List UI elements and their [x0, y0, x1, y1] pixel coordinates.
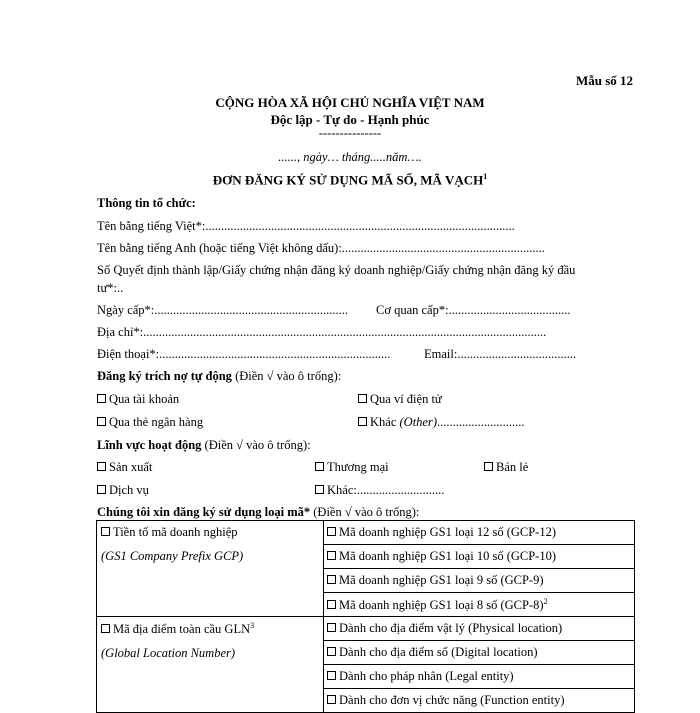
- name-en-field: Tên bằng tiếng Anh (hoặc tiếng Việt không dấu):.................................................................: [97, 241, 545, 255]
- gln-option[interactable]: Mã địa điểm toàn cầu GLN$^3$: [101, 621, 319, 637]
- code-type-table: [96, 520, 635, 713]
- form-number: Mẫu số 12: [576, 73, 634, 88]
- gcp-option-10[interactable]: Mã doanh nghiệp GS1 loại 10 số (GCP-10): [324, 545, 635, 569]
- checkbox-icon[interactable]: [327, 527, 336, 536]
- address-field: Địa chỉ*:.................................................................................................................................: [97, 325, 547, 339]
- date-line: ......, ngày… tháng.....năm….: [278, 150, 422, 164]
- debit-option-account[interactable]: Qua tài khoản: [97, 392, 179, 407]
- checkbox-icon[interactable]: [484, 462, 493, 471]
- checkbox-icon[interactable]: [97, 417, 106, 426]
- debit-option-ewallet[interactable]: Qua ví điện tử: [358, 392, 442, 407]
- checkbox-icon[interactable]: [101, 624, 110, 633]
- gln-option-legal[interactable]: Dành cho pháp nhân (Legal entity): [324, 665, 635, 689]
- gln-option-function[interactable]: Dành cho đơn vị chức năng (Function entity): [324, 689, 635, 713]
- checkbox-icon[interactable]: [327, 551, 336, 560]
- checkbox-icon[interactable]: [97, 394, 106, 403]
- checkbox-icon[interactable]: [327, 671, 336, 680]
- gln-sublabel: (Global Location Number): [101, 646, 236, 661]
- field-option-service[interactable]: Dịch vụ: [97, 483, 149, 498]
- gln-option-physical[interactable]: Dành cho địa điểm vật lý (Physical location): [324, 617, 635, 641]
- decision-field: Số Quyết định thành lập/Giấy chứng nhận đăng ký doanh nghiệp/Giấy chứng nhận đăng ký đầu: [97, 263, 576, 277]
- checkbox-icon[interactable]: [358, 417, 367, 426]
- org-info-heading: Thông tin tổ chức:: [97, 196, 196, 210]
- checkbox-icon[interactable]: [315, 462, 324, 471]
- checkbox-icon[interactable]: [327, 623, 336, 632]
- debit-option-other[interactable]: Khác (Other)............................: [358, 415, 525, 430]
- field-heading: Lĩnh vực hoạt động (Điền √ vào ô trống):: [97, 438, 311, 452]
- checkbox-icon[interactable]: [97, 462, 106, 471]
- gcp-option-12[interactable]: Mã doanh nghiệp GS1 loại 12 số (GCP-12): [324, 521, 635, 545]
- issuer-field: Cơ quan cấp*:.......................................: [376, 303, 571, 317]
- email-field: Email:......................................: [424, 347, 577, 361]
- gln-cell: [97, 617, 324, 713]
- checkbox-icon[interactable]: [327, 575, 336, 584]
- gcp-option[interactable]: Tiền tố mã doanh nghiệp: [101, 525, 319, 540]
- checkbox-icon[interactable]: [101, 527, 110, 536]
- debit-option-bank-card[interactable]: Qua thẻ ngân hàng: [97, 415, 203, 430]
- code-type-heading: Chúng tôi xin đăng ký sử dụng loại mã* (Điền √ vào ô trống):: [97, 505, 420, 519]
- gcp-cell: [97, 521, 324, 617]
- gcp-option-9[interactable]: Mã doanh nghiệp GS1 loại 9 số (GCP-9): [324, 569, 635, 593]
- field-option-manufacturing[interactable]: Sản xuất: [97, 460, 152, 475]
- separator: ---------------: [318, 126, 382, 140]
- field-option-retail[interactable]: Bán lẻ: [484, 460, 528, 475]
- gcp-sublabel: (GS1 Company Prefix GCP): [101, 549, 244, 563]
- field-option-other[interactable]: Khác:............................: [315, 483, 444, 498]
- motto: Độc lập - Tự do - Hạnh phúc: [270, 112, 430, 127]
- country-name: CỘNG HÒA XÃ HỘI CHỦ NGHĨA VIỆT NAM: [215, 95, 485, 110]
- checkbox-icon[interactable]: [315, 485, 324, 494]
- checkbox-icon[interactable]: [327, 600, 336, 609]
- debit-heading: Đăng ký trích nợ tự động (Điền √ vào ô trống):: [97, 369, 342, 383]
- checkbox-icon[interactable]: [358, 394, 367, 403]
- phone-field: Điện thoại*:..........................................................................: [97, 347, 391, 361]
- form-title: ĐƠN ĐĂNG KÝ SỬ DỤNG MÃ SỐ, MÃ VẠCH$^1$: [212, 172, 488, 188]
- gln-option-digital[interactable]: Dành cho địa điểm số (Digital location): [324, 641, 635, 665]
- checkbox-icon[interactable]: [327, 647, 336, 656]
- field-option-trade[interactable]: Thương mại: [315, 460, 389, 475]
- name-vi-field: Tên bằng tiếng Việt*:...................................................................................................: [97, 219, 515, 233]
- issue-date-field: Ngày cấp*:..............................................................: [97, 303, 349, 317]
- checkbox-icon[interactable]: [97, 485, 106, 494]
- gcp-option-8[interactable]: Mã doanh nghiệp GS1 loại 8 số $(GCP-8)^2$: [324, 593, 635, 617]
- decision-field-cont: tư*:..: [97, 281, 124, 295]
